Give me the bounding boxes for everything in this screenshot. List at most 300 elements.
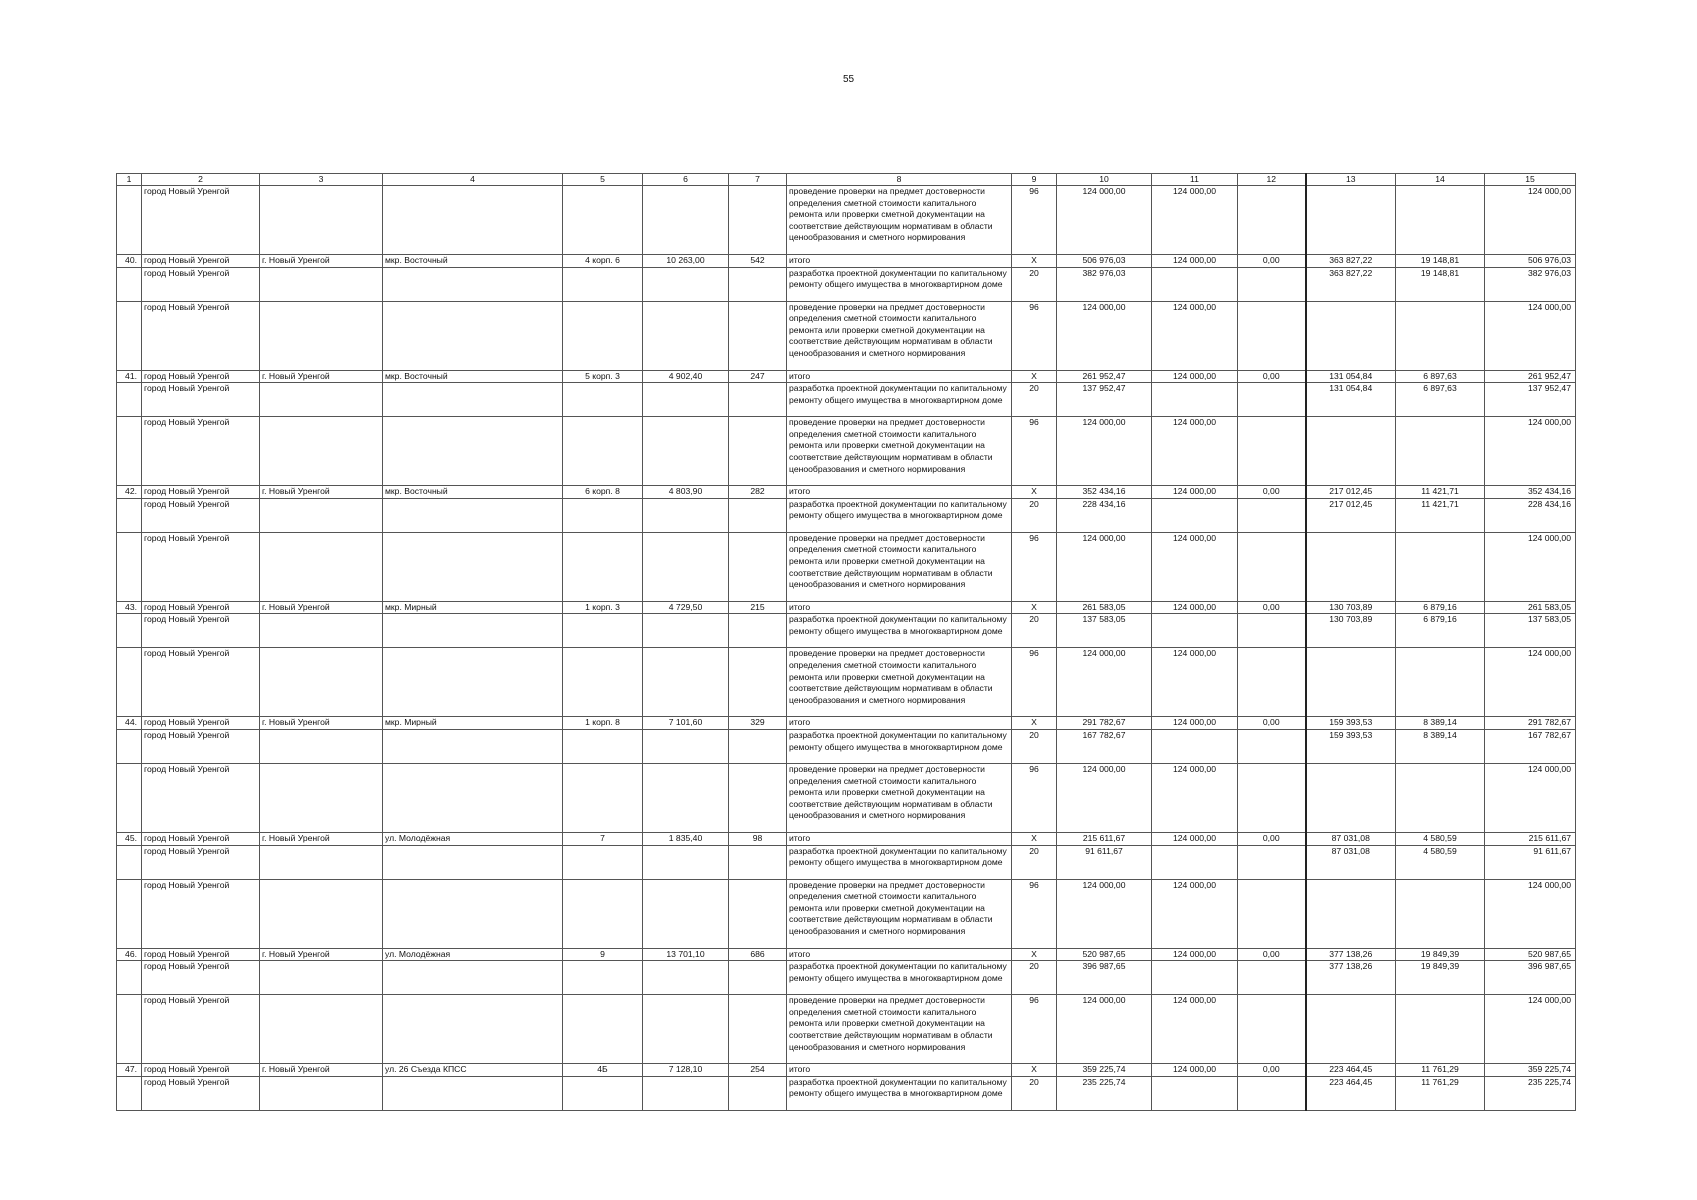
cell-col-1: 41. [117, 370, 142, 383]
cell-col-14: 11 421,71 [1396, 486, 1485, 499]
cell-col-13: 159 393,53 [1306, 729, 1396, 763]
cell-col-1: 40. [117, 255, 142, 268]
cell-col-13: 87 031,08 [1306, 845, 1396, 879]
cell-col-15: 228 434,16 [1485, 498, 1576, 532]
cell-col-1: 45. [117, 832, 142, 845]
cell-col-11: 124 000,00 [1152, 301, 1238, 370]
cell-col-2: город Новый Уренгой [142, 832, 260, 845]
cell-col-14 [1396, 763, 1485, 832]
cell-col-8: итого [787, 948, 1012, 961]
cell-col-10: 352 434,16 [1057, 486, 1152, 499]
column-header-13: 13 [1306, 174, 1396, 186]
cell-col-13 [1306, 532, 1396, 601]
cell-col-3 [260, 614, 383, 648]
cell-col-11 [1152, 267, 1238, 301]
cell-col-14: 19 849,39 [1396, 948, 1485, 961]
cell-col-15: 91 611,67 [1485, 845, 1576, 879]
cell-col-8: проведение проверки на предмет достоверности определения сметной стоимости капитального ремонта или проверки сметной документации на соответствие действующим нормативам в области ценообразования и сметного нормирования [787, 648, 1012, 717]
cell-col-12 [1238, 879, 1306, 948]
cell-col-5 [563, 383, 643, 417]
cell-col-6: 13 701,10 [643, 948, 729, 961]
cell-col-12 [1238, 995, 1306, 1064]
cell-col-3 [260, 763, 383, 832]
cell-col-5: 1 корп. 3 [563, 601, 643, 614]
cell-col-7: 98 [729, 832, 787, 845]
cell-col-5 [563, 763, 643, 832]
cell-col-2: город Новый Уренгой [142, 995, 260, 1064]
cell-col-11: 124 000,00 [1152, 995, 1238, 1064]
cell-col-10: 291 782,67 [1057, 717, 1152, 730]
cell-col-14: 11 761,29 [1396, 1064, 1485, 1077]
cell-col-7 [729, 532, 787, 601]
cell-col-13: 377 138,26 [1306, 961, 1396, 995]
cell-col-7 [729, 729, 787, 763]
table-row-detail [117, 614, 1576, 648]
cell-col-15: 520 987,65 [1485, 948, 1576, 961]
cell-col-9: Х [1012, 601, 1057, 614]
cell-col-4 [383, 763, 563, 832]
cell-col-8: проведение проверки на предмет достоверности определения сметной стоимости капитального ремонта или проверки сметной документации на соответствие действующим нормативам в области ценообразования и сметного нормирования [787, 879, 1012, 948]
cell-col-5 [563, 648, 643, 717]
cell-col-11 [1152, 498, 1238, 532]
cell-col-11: 124 000,00 [1152, 370, 1238, 383]
cell-col-11: 124 000,00 [1152, 717, 1238, 730]
cell-col-1: 44. [117, 717, 142, 730]
cell-col-6 [643, 648, 729, 717]
cell-col-5 [563, 614, 643, 648]
cell-col-8: проведение проверки на предмет достоверности определения сметной стоимости капитального ремонта или проверки сметной документации на соответствие действующим нормативам в области ценообразования и сметного нормирования [787, 532, 1012, 601]
cell-col-6 [643, 186, 729, 255]
cell-col-14: 6 897,63 [1396, 383, 1485, 417]
cell-col-4 [383, 383, 563, 417]
cell-col-15: 291 782,67 [1485, 717, 1576, 730]
cell-col-12 [1238, 614, 1306, 648]
cell-col-6 [643, 417, 729, 486]
cell-col-9: Х [1012, 370, 1057, 383]
cell-col-9: 20 [1012, 845, 1057, 879]
cell-col-2: город Новый Уренгой [142, 498, 260, 532]
cell-col-12 [1238, 498, 1306, 532]
cell-col-6 [643, 961, 729, 995]
cell-col-9: 96 [1012, 301, 1057, 370]
cell-col-12 [1238, 648, 1306, 717]
cell-col-10: 124 000,00 [1057, 648, 1152, 717]
column-header-9: 9 [1012, 174, 1057, 186]
cell-col-10: 520 987,65 [1057, 948, 1152, 961]
cell-col-4 [383, 532, 563, 601]
cell-col-3 [260, 186, 383, 255]
cell-col-6 [643, 995, 729, 1064]
cell-col-9: 20 [1012, 614, 1057, 648]
table-row-total [117, 601, 1576, 614]
cell-col-7 [729, 186, 787, 255]
cell-col-1: 43. [117, 601, 142, 614]
cell-col-1: 47. [117, 1064, 142, 1077]
column-header-3: 3 [260, 174, 383, 186]
cell-col-2: город Новый Уренгой [142, 267, 260, 301]
cell-col-15: 124 000,00 [1485, 186, 1576, 255]
cell-col-11 [1152, 383, 1238, 417]
cell-col-3: г. Новый Уренгой [260, 486, 383, 499]
cell-col-3: г. Новый Уренгой [260, 1064, 383, 1077]
cell-col-4 [383, 961, 563, 995]
cell-col-12: 0,00 [1238, 717, 1306, 730]
cell-col-12: 0,00 [1238, 948, 1306, 961]
column-header-10: 10 [1057, 174, 1152, 186]
column-header-2: 2 [142, 174, 260, 186]
cell-col-6 [643, 383, 729, 417]
cell-col-5 [563, 186, 643, 255]
cell-col-14 [1396, 186, 1485, 255]
cell-col-9: 96 [1012, 417, 1057, 486]
cell-col-11: 124 000,00 [1152, 601, 1238, 614]
cell-col-13: 131 054,84 [1306, 370, 1396, 383]
cell-col-7: 686 [729, 948, 787, 961]
table-row-detail [117, 995, 1576, 1064]
cell-col-14 [1396, 532, 1485, 601]
cell-col-10: 261 952,47 [1057, 370, 1152, 383]
cell-col-1 [117, 498, 142, 532]
cell-col-10: 235 225,74 [1057, 1076, 1152, 1110]
cell-col-8: итого [787, 370, 1012, 383]
table-row-detail [117, 383, 1576, 417]
cell-col-9: Х [1012, 1064, 1057, 1077]
cell-col-11 [1152, 1076, 1238, 1110]
cell-col-6: 10 263,00 [643, 255, 729, 268]
cell-col-15: 359 225,74 [1485, 1064, 1576, 1077]
cell-col-14: 19 148,81 [1396, 255, 1485, 268]
cell-col-14: 4 580,59 [1396, 845, 1485, 879]
cell-col-7 [729, 763, 787, 832]
cell-col-12 [1238, 729, 1306, 763]
cell-col-5 [563, 729, 643, 763]
cell-col-8: проведение проверки на предмет достоверности определения сметной стоимости капитального ремонта или проверки сметной документации на соответствие действующим нормативам в области ценообразования и сметного нормирования [787, 301, 1012, 370]
cell-col-1 [117, 729, 142, 763]
table-row-detail [117, 267, 1576, 301]
cell-col-3 [260, 729, 383, 763]
cell-col-7 [729, 1076, 787, 1110]
cell-col-13: 223 464,45 [1306, 1076, 1396, 1110]
cell-col-13: 87 031,08 [1306, 832, 1396, 845]
cell-col-9: 20 [1012, 267, 1057, 301]
cell-col-13: 363 827,22 [1306, 267, 1396, 301]
cell-col-13 [1306, 648, 1396, 717]
cell-col-8: разработка проектной документации по капитальному ремонту общего имущества в многоквартирном доме [787, 498, 1012, 532]
cell-col-6 [643, 729, 729, 763]
cell-col-1 [117, 383, 142, 417]
cell-col-8: итого [787, 601, 1012, 614]
column-header-8: 8 [787, 174, 1012, 186]
capital-repair-table [116, 173, 1576, 1111]
cell-col-2: город Новый Уренгой [142, 532, 260, 601]
cell-col-4: мкр. Мирный [383, 717, 563, 730]
cell-col-12: 0,00 [1238, 486, 1306, 499]
cell-col-8: проведение проверки на предмет достоверности определения сметной стоимости капитального ремонта или проверки сметной документации на соответствие действующим нормативам в области ценообразования и сметного нормирования [787, 995, 1012, 1064]
cell-col-12 [1238, 763, 1306, 832]
cell-col-7: 215 [729, 601, 787, 614]
cell-col-5 [563, 532, 643, 601]
table-row-detail [117, 763, 1576, 832]
cell-col-11: 124 000,00 [1152, 417, 1238, 486]
cell-col-2: город Новый Уренгой [142, 879, 260, 948]
table-row-detail [117, 729, 1576, 763]
cell-col-2: город Новый Уренгой [142, 961, 260, 995]
table-row-detail [117, 498, 1576, 532]
cell-col-13 [1306, 995, 1396, 1064]
cell-col-14: 8 389,14 [1396, 729, 1485, 763]
cell-col-8: итого [787, 717, 1012, 730]
cell-col-5: 7 [563, 832, 643, 845]
cell-col-10: 396 987,65 [1057, 961, 1152, 995]
cell-col-7 [729, 417, 787, 486]
cell-col-3: г. Новый Уренгой [260, 948, 383, 961]
cell-col-3 [260, 995, 383, 1064]
cell-col-15: 124 000,00 [1485, 532, 1576, 601]
cell-col-5: 9 [563, 948, 643, 961]
table-row-total [117, 370, 1576, 383]
cell-col-3 [260, 267, 383, 301]
cell-col-9: 96 [1012, 879, 1057, 948]
cell-col-13: 363 827,22 [1306, 255, 1396, 268]
cell-col-12 [1238, 532, 1306, 601]
cell-col-10: 124 000,00 [1057, 417, 1152, 486]
cell-col-4: мкр. Мирный [383, 601, 563, 614]
cell-col-10: 228 434,16 [1057, 498, 1152, 532]
cell-col-13: 217 012,45 [1306, 498, 1396, 532]
cell-col-5: 5 корп. 3 [563, 370, 643, 383]
cell-col-15: 235 225,74 [1485, 1076, 1576, 1110]
cell-col-9: 20 [1012, 383, 1057, 417]
cell-col-10: 124 000,00 [1057, 995, 1152, 1064]
cell-col-14: 11 761,29 [1396, 1076, 1485, 1110]
cell-col-6 [643, 532, 729, 601]
column-header-14: 14 [1396, 174, 1485, 186]
cell-col-1: 42. [117, 486, 142, 499]
cell-col-13: 130 703,89 [1306, 614, 1396, 648]
table-row-detail [117, 1076, 1576, 1110]
table-row-detail [117, 301, 1576, 370]
cell-col-6 [643, 763, 729, 832]
cell-col-15: 124 000,00 [1485, 301, 1576, 370]
cell-col-2: город Новый Уренгой [142, 763, 260, 832]
cell-col-2: город Новый Уренгой [142, 186, 260, 255]
cell-col-7 [729, 267, 787, 301]
cell-col-6: 4 803,90 [643, 486, 729, 499]
cell-col-12: 0,00 [1238, 832, 1306, 845]
cell-col-4 [383, 417, 563, 486]
cell-col-1 [117, 614, 142, 648]
cell-col-4 [383, 1076, 563, 1110]
table-body [117, 186, 1576, 1111]
cell-col-1 [117, 267, 142, 301]
cell-col-11 [1152, 961, 1238, 995]
cell-col-15: 382 976,03 [1485, 267, 1576, 301]
cell-col-11: 124 000,00 [1152, 648, 1238, 717]
cell-col-1 [117, 995, 142, 1064]
cell-col-3 [260, 532, 383, 601]
cell-col-2: город Новый Уренгой [142, 417, 260, 486]
cell-col-5 [563, 995, 643, 1064]
cell-col-10: 137 952,47 [1057, 383, 1152, 417]
cell-col-1: 46. [117, 948, 142, 961]
cell-col-4 [383, 845, 563, 879]
cell-col-8: итого [787, 832, 1012, 845]
cell-col-5 [563, 1076, 643, 1110]
cell-col-2: город Новый Уренгой [142, 301, 260, 370]
cell-col-5 [563, 301, 643, 370]
cell-col-7 [729, 648, 787, 717]
cell-col-4: ул. Молодёжная [383, 948, 563, 961]
cell-col-8: разработка проектной документации по капитальному ремонту общего имущества в многоквартирном доме [787, 1076, 1012, 1110]
cell-col-15: 137 952,47 [1485, 383, 1576, 417]
cell-col-10: 124 000,00 [1057, 301, 1152, 370]
cell-col-14: 19 849,39 [1396, 961, 1485, 995]
cell-col-14 [1396, 417, 1485, 486]
cell-col-10: 261 583,05 [1057, 601, 1152, 614]
cell-col-1 [117, 417, 142, 486]
cell-col-1 [117, 186, 142, 255]
cell-col-3 [260, 1076, 383, 1110]
cell-col-15: 261 583,05 [1485, 601, 1576, 614]
cell-col-9: 96 [1012, 648, 1057, 717]
cell-col-1 [117, 879, 142, 948]
cell-col-4 [383, 995, 563, 1064]
cell-col-8: итого [787, 486, 1012, 499]
cell-col-11: 124 000,00 [1152, 186, 1238, 255]
cell-col-15: 396 987,65 [1485, 961, 1576, 995]
cell-col-5 [563, 845, 643, 879]
cell-col-12 [1238, 267, 1306, 301]
cell-col-10: 124 000,00 [1057, 879, 1152, 948]
cell-col-10: 124 000,00 [1057, 186, 1152, 255]
cell-col-13 [1306, 417, 1396, 486]
cell-col-4 [383, 186, 563, 255]
cell-col-5 [563, 417, 643, 486]
cell-col-9: 96 [1012, 763, 1057, 832]
cell-col-13: 130 703,89 [1306, 601, 1396, 614]
column-header-4: 4 [383, 174, 563, 186]
cell-col-12: 0,00 [1238, 370, 1306, 383]
cell-col-3 [260, 648, 383, 717]
cell-col-2: город Новый Уренгой [142, 845, 260, 879]
cell-col-6 [643, 1076, 729, 1110]
cell-col-8: разработка проектной документации по капитальному ремонту общего имущества в многоквартирном доме [787, 729, 1012, 763]
cell-col-15: 137 583,05 [1485, 614, 1576, 648]
cell-col-5: 4Б [563, 1064, 643, 1077]
cell-col-4: мкр. Восточный [383, 486, 563, 499]
cell-col-9: 20 [1012, 729, 1057, 763]
cell-col-3: г. Новый Уренгой [260, 601, 383, 614]
cell-col-2: город Новый Уренгой [142, 614, 260, 648]
cell-col-8: разработка проектной документации по капитальному ремонту общего имущества в многоквартирном доме [787, 614, 1012, 648]
cell-col-14: 6 879,16 [1396, 601, 1485, 614]
table-row-detail [117, 532, 1576, 601]
cell-col-7 [729, 614, 787, 648]
cell-col-2: город Новый Уренгой [142, 370, 260, 383]
cell-col-4 [383, 879, 563, 948]
cell-col-8: итого [787, 255, 1012, 268]
cell-col-13: 377 138,26 [1306, 948, 1396, 961]
cell-col-7 [729, 961, 787, 995]
cell-col-1 [117, 301, 142, 370]
cell-col-12: 0,00 [1238, 255, 1306, 268]
column-header-15: 15 [1485, 174, 1576, 186]
cell-col-8: разработка проектной документации по капитальному ремонту общего имущества в многоквартирном доме [787, 961, 1012, 995]
cell-col-11: 124 000,00 [1152, 1064, 1238, 1077]
cell-col-7 [729, 995, 787, 1064]
cell-col-7 [729, 498, 787, 532]
cell-col-3 [260, 961, 383, 995]
cell-col-11 [1152, 614, 1238, 648]
table-row-total [117, 948, 1576, 961]
cell-col-2: город Новый Уренгой [142, 383, 260, 417]
cell-col-3 [260, 383, 383, 417]
cell-col-6 [643, 267, 729, 301]
cell-col-2: город Новый Уренгой [142, 729, 260, 763]
cell-col-6: 7 101,60 [643, 717, 729, 730]
cell-col-9: 20 [1012, 961, 1057, 995]
cell-col-2: город Новый Уренгой [142, 1076, 260, 1110]
cell-col-9: 20 [1012, 1076, 1057, 1110]
cell-col-4: ул. 26 Съезда КПСС [383, 1064, 563, 1077]
cell-col-7 [729, 845, 787, 879]
cell-col-2: город Новый Уренгой [142, 648, 260, 717]
cell-col-3 [260, 879, 383, 948]
cell-col-6 [643, 498, 729, 532]
cell-col-14: 4 580,59 [1396, 832, 1485, 845]
cell-col-4 [383, 498, 563, 532]
cell-col-14 [1396, 879, 1485, 948]
cell-col-8: итого [787, 1064, 1012, 1077]
column-header-11: 11 [1152, 174, 1238, 186]
cell-col-9: 20 [1012, 498, 1057, 532]
cell-col-10: 124 000,00 [1057, 763, 1152, 832]
cell-col-8: разработка проектной документации по капитальному ремонту общего имущества в многоквартирном доме [787, 383, 1012, 417]
cell-col-13: 223 464,45 [1306, 1064, 1396, 1077]
cell-col-10: 137 583,05 [1057, 614, 1152, 648]
cell-col-10: 215 611,67 [1057, 832, 1152, 845]
cell-col-12 [1238, 961, 1306, 995]
table-row-total [117, 486, 1576, 499]
table-row-total [117, 832, 1576, 845]
cell-col-11: 124 000,00 [1152, 486, 1238, 499]
cell-col-1 [117, 845, 142, 879]
cell-col-15: 506 976,03 [1485, 255, 1576, 268]
header-row [117, 174, 1576, 186]
cell-col-11: 124 000,00 [1152, 948, 1238, 961]
cell-col-14: 6 879,16 [1396, 614, 1485, 648]
cell-col-10: 167 782,67 [1057, 729, 1152, 763]
cell-col-1 [117, 961, 142, 995]
cell-col-4 [383, 301, 563, 370]
cell-col-11: 124 000,00 [1152, 763, 1238, 832]
page-number: 55 [842, 74, 855, 85]
cell-col-2: город Новый Уренгой [142, 601, 260, 614]
cell-col-9: 96 [1012, 186, 1057, 255]
cell-col-4: мкр. Восточный [383, 370, 563, 383]
cell-col-8: проведение проверки на предмет достоверности определения сметной стоимости капитального ремонта или проверки сметной документации на соответствие действующим нормативам в области ценообразования и сметного нормирования [787, 763, 1012, 832]
cell-col-5: 6 корп. 8 [563, 486, 643, 499]
cell-col-15: 124 000,00 [1485, 995, 1576, 1064]
cell-col-7: 329 [729, 717, 787, 730]
cell-col-6 [643, 614, 729, 648]
cell-col-2: город Новый Уренгой [142, 1064, 260, 1077]
cell-col-13: 131 054,84 [1306, 383, 1396, 417]
cell-col-5: 1 корп. 8 [563, 717, 643, 730]
cell-col-9: 96 [1012, 995, 1057, 1064]
cell-col-11: 124 000,00 [1152, 879, 1238, 948]
cell-col-2: город Новый Уренгой [142, 486, 260, 499]
